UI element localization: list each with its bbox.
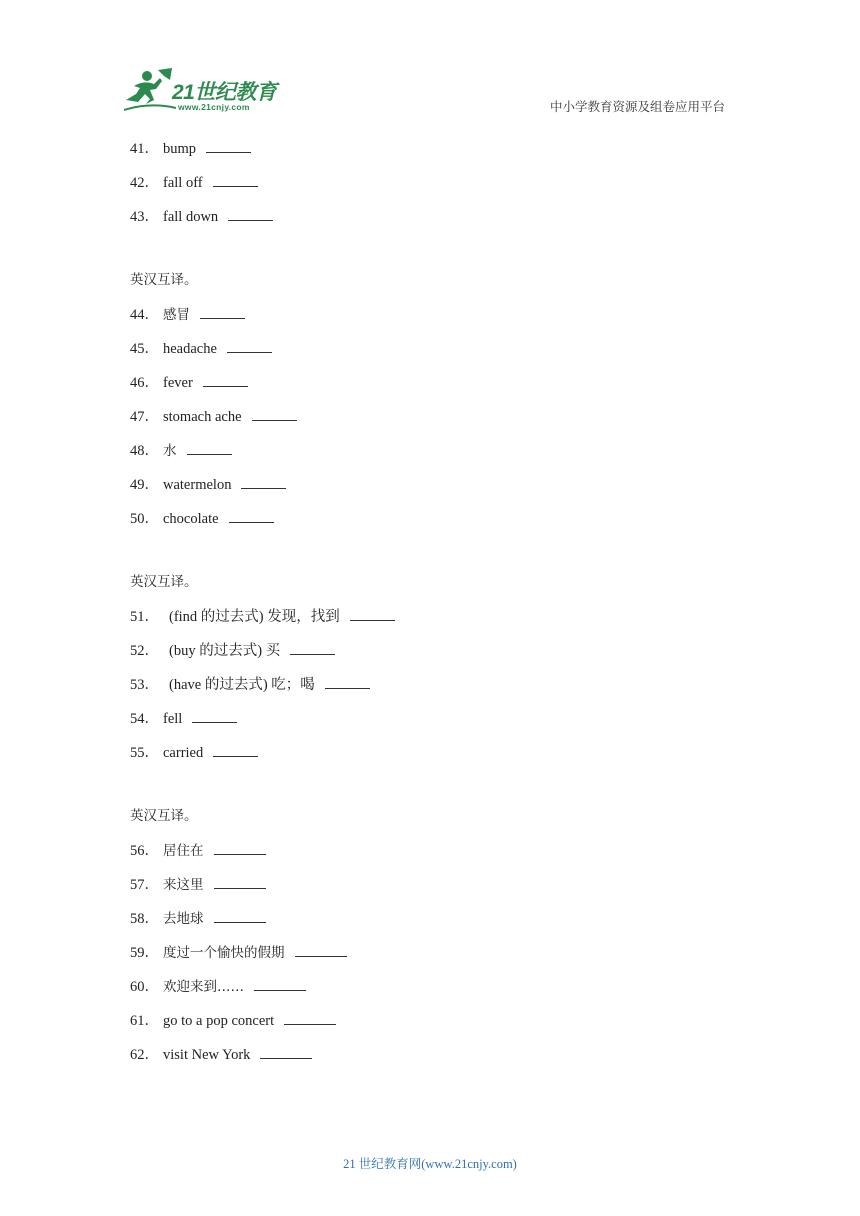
exercise-item [130, 507, 770, 541]
item-number: 62． [130, 1047, 159, 1063]
header-platform-text: 中小学教育资源及组卷应用平台 [550, 99, 726, 114]
answer-blank[interactable] [325, 673, 370, 689]
answer-blank[interactable] [187, 439, 232, 455]
answer-blank[interactable] [206, 137, 251, 153]
item-number: 46． [130, 375, 159, 391]
item-text: visit New York [163, 1047, 251, 1063]
item-text: fever [163, 375, 193, 391]
item-number: 59． [130, 945, 159, 961]
exercise-item [130, 673, 770, 707]
item-number: 48． [130, 443, 159, 459]
item-text: carried [163, 745, 204, 761]
item-number: 52． [130, 643, 159, 659]
item-text: 来这里 [163, 877, 204, 893]
answer-blank[interactable] [290, 639, 335, 655]
exercise-content [130, 137, 770, 1077]
answer-blank[interactable] [228, 205, 273, 221]
answer-blank[interactable] [284, 1009, 336, 1025]
item-number: 55． [130, 745, 159, 761]
answer-blank[interactable] [227, 337, 272, 353]
answer-blank[interactable] [203, 371, 248, 387]
exercise-item [130, 137, 770, 171]
item-number: 57． [130, 877, 159, 893]
item-text: 水 [163, 443, 177, 459]
exercise-item [130, 473, 770, 507]
page-header [0, 0, 860, 130]
answer-blank[interactable] [252, 405, 297, 421]
exercise-item [130, 303, 770, 337]
exercise-item [130, 439, 770, 473]
item-number: 43． [130, 209, 159, 225]
item-text: stomach ache [163, 409, 242, 425]
answer-blank[interactable] [200, 303, 245, 319]
exercise-item [130, 205, 770, 239]
item-number: 53． [130, 677, 159, 693]
exercise-item [130, 171, 770, 205]
answer-blank[interactable] [295, 941, 347, 957]
answer-blank[interactable] [192, 707, 237, 723]
item-number: 49． [130, 477, 159, 493]
section-heading: 英汉互译。 [130, 272, 198, 288]
item-number: 61． [130, 1013, 159, 1029]
item-text: go to a pop concert [163, 1013, 275, 1029]
answer-blank[interactable] [229, 507, 274, 523]
page-footer: 21 世纪教育网(www.21cnjy.com) [343, 1157, 517, 1171]
answer-blank[interactable] [213, 171, 258, 187]
item-number: 47． [130, 409, 159, 425]
item-number: 41． [130, 141, 159, 157]
item-text: (find 的过去式) 发现，找到 [169, 609, 340, 625]
item-number: 50． [130, 511, 159, 527]
answer-blank[interactable] [214, 873, 266, 889]
logo [120, 66, 290, 116]
exercise-item [130, 605, 770, 639]
exercise-item [130, 873, 770, 907]
exercise-item [130, 975, 770, 1009]
item-number: 58． [130, 911, 159, 927]
item-text: 去地球 [163, 911, 204, 927]
item-text: (have 的过去式) 吃；喝 [169, 677, 315, 693]
answer-blank[interactable] [214, 907, 266, 923]
answer-blank[interactable] [213, 741, 258, 757]
section-heading: 英汉互译。 [130, 808, 198, 824]
item-text: watermelon [163, 477, 232, 493]
section-heading: 英汉互译。 [130, 574, 198, 590]
exercise-item [130, 405, 770, 439]
item-number: 54． [130, 711, 159, 727]
answer-blank[interactable] [350, 605, 395, 621]
exercise-item [130, 707, 770, 741]
item-number: 44． [130, 307, 159, 323]
answer-blank[interactable] [260, 1043, 312, 1059]
logo-url: www.21cnjy.com [178, 102, 250, 112]
exercise-item [130, 639, 770, 673]
item-text: fall off [163, 175, 203, 191]
exercise-item [130, 741, 770, 775]
exercise-item [130, 839, 770, 873]
exercise-item [130, 371, 770, 405]
item-text: fall down [163, 209, 219, 225]
logo-text: 21世纪教育 [172, 81, 277, 104]
item-text: headache [163, 341, 217, 357]
item-number: 45． [130, 341, 159, 357]
item-number: 51． [130, 609, 159, 625]
item-text: 居住在 [163, 843, 204, 859]
exercise-item [130, 1009, 770, 1043]
exercise-item [130, 1043, 770, 1077]
answer-blank[interactable] [241, 473, 286, 489]
runner-logo-icon [120, 66, 176, 116]
item-number: 60． [130, 979, 159, 995]
exercise-item [130, 907, 770, 941]
exercise-item [130, 941, 770, 975]
item-text: bump [163, 141, 197, 157]
item-text: 度过一个愉快的假期 [163, 945, 285, 961]
exercise-item [130, 337, 770, 371]
item-text: 感冒 [163, 307, 190, 323]
item-text: fell [163, 711, 183, 727]
answer-blank[interactable] [214, 839, 266, 855]
item-text: 欢迎来到…… [163, 979, 244, 995]
item-text: chocolate [163, 511, 219, 527]
item-number: 56． [130, 843, 159, 859]
item-text: (buy 的过去式) 买 [169, 643, 281, 659]
item-number: 42． [130, 175, 159, 191]
answer-blank[interactable] [254, 975, 306, 991]
